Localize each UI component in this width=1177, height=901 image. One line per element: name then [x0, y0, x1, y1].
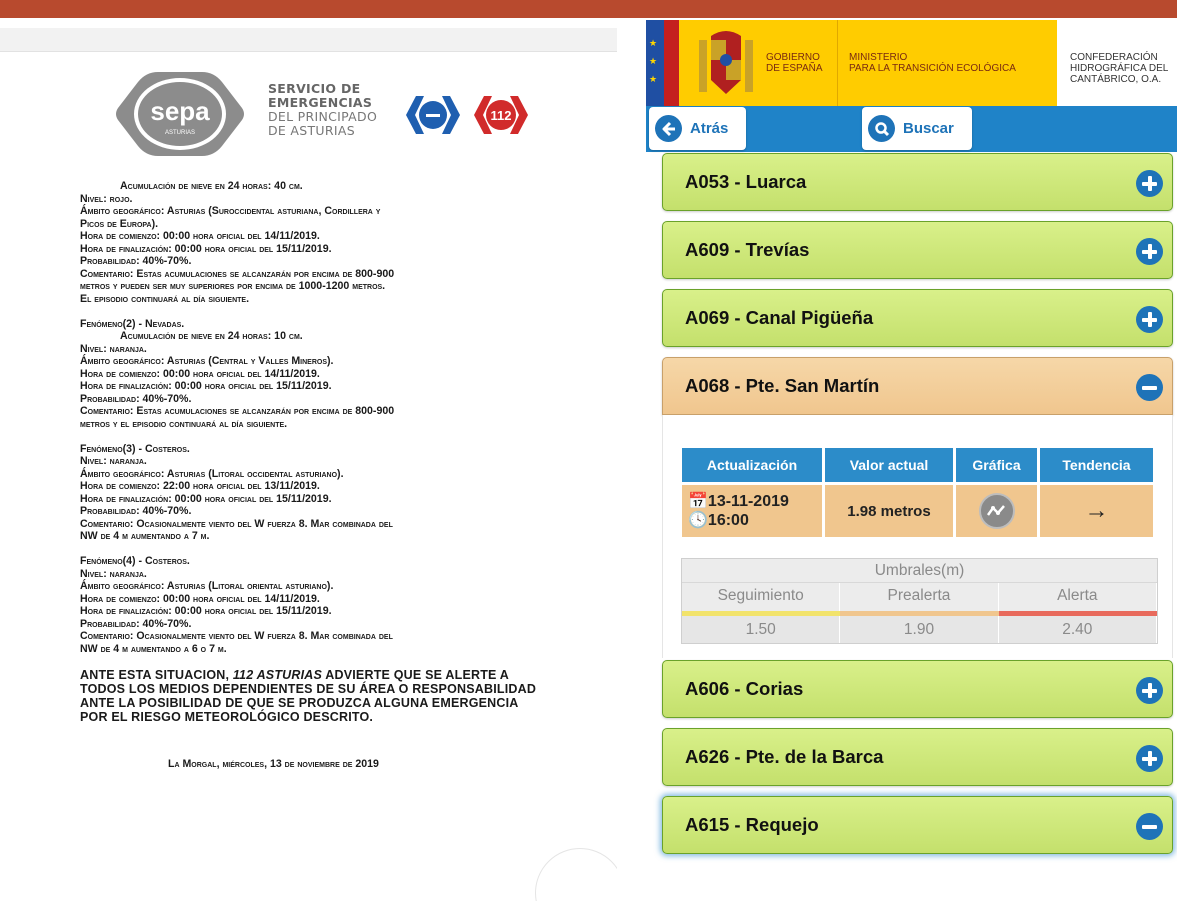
gobierno-label [766, 52, 823, 74]
station-item[interactable] [662, 660, 1173, 718]
document-line: Fenómeno(4) - Costeros. [80, 555, 190, 567]
document-line: NW de 4 m aumentando a 6 o 7 m. [80, 642, 227, 655]
alert-document-panel [0, 18, 617, 901]
org-name [268, 82, 377, 138]
app-navbar [646, 106, 1177, 152]
back-arrow-icon [655, 115, 682, 142]
gobierno-line: GOBIERNO [766, 52, 820, 63]
document-line: Comentario: Ocasionalmente viento del W fuerza 8. Mar combinada del [80, 517, 393, 530]
station-name: A615 - Requejo [685, 814, 819, 835]
expand-plus-icon[interactable] [1136, 238, 1163, 265]
search-button[interactable] [862, 107, 972, 150]
expand-plus-icon[interactable] [1136, 306, 1163, 333]
station-name: A609 - Trevías [685, 239, 810, 260]
document-line: Comentario: Estas acumulaciones se alcanzarán por encima de 800-900 [80, 267, 395, 280]
thresholds-title: Umbrales(m) [682, 559, 1157, 583]
emergency-blue-badge-icon [404, 92, 462, 138]
document-toolbar [0, 28, 617, 52]
document-line: Hora de comienzo: 00:00 hora oficial del 14/11/2019. [80, 230, 320, 242]
column-header: Gráfica [956, 448, 1037, 482]
station-name: A068 - Pte. San Martín [685, 375, 880, 396]
expand-plus-icon[interactable] [1136, 677, 1163, 704]
expand-plus-icon[interactable] [1136, 745, 1163, 772]
document-line: Hora de comienzo: 00:00 hora oficial del 14/11/2019. [80, 367, 320, 380]
org-name-line: DEL PRINCIPADO [268, 109, 378, 124]
top-accent-bar [0, 0, 1177, 18]
document-line: Acumulación de nieve en 24 horas: 40 cm. [120, 180, 303, 192]
closing-text: ANTE ESTA SITUACION, [80, 667, 233, 682]
document-line: Picos de Europa). [80, 217, 159, 230]
document-line: Ámbito geográfico: Asturias (Central y Valles Mineros). [80, 355, 334, 367]
station-data-table [679, 445, 1156, 540]
update-date: 13-11-2019 [707, 493, 789, 510]
gobierno-line: DE ESPAÑA [766, 63, 823, 74]
station-name: A606 - Corias [685, 678, 804, 699]
clock-icon: 🕓 [688, 512, 708, 529]
station-item[interactable] [662, 289, 1173, 347]
alert-document-text [80, 180, 540, 770]
station-name: A069 - Canal Pigüeña [685, 307, 874, 328]
gobierno-banner [679, 20, 1057, 106]
closing-emphasis: 112 ASTURIAS [232, 667, 323, 682]
sepa-logo-word: sepa [150, 96, 210, 126]
threshold-value: 2.40 [999, 616, 1157, 643]
ministerio-line: MINISTERIO [849, 52, 908, 63]
org-name-line: SERVICIO DE [268, 81, 361, 96]
back-button[interactable] [649, 107, 746, 150]
station-detail-panel [662, 415, 1173, 658]
document-line: NW de 4 m aumentando a 7 m. [80, 530, 210, 542]
chart-cell [956, 485, 1037, 537]
closing-text: ADVIERTE QUE SE ALERTE A [322, 667, 510, 682]
collapse-minus-icon[interactable] [1136, 813, 1163, 840]
document-line: Ámbito geográfico: Asturias (Litoral occidental asturiano). [80, 467, 344, 480]
document-line: metros y el episodio continuará al día siguiente. [80, 417, 288, 430]
column-header: Actualización [682, 448, 822, 482]
floating-scroll-button[interactable] [535, 848, 617, 901]
document-line: Probabilidad: 40%-70%. [80, 617, 192, 630]
closing-line: ANTE LA POSIBILIDAD DE QUE SE PRODUZCA ALGUNA EMERGENCIA [80, 695, 519, 710]
station-name: A053 - Luarca [685, 171, 807, 192]
threshold-value: 1.50 [682, 616, 840, 643]
search-icon [868, 115, 895, 142]
sepa-logo-icon [110, 68, 250, 160]
document-line: Hora de finalización: 00:00 hora oficial del 15/11/2019. [80, 605, 332, 617]
threshold-label: Alerta [999, 583, 1157, 611]
threshold-value: 1.90 [840, 616, 998, 643]
threshold-label: Seguimiento [682, 583, 840, 611]
trend-arrow-icon: → [1040, 485, 1153, 537]
eu-spain-flag-icon: ★ ★ ★ [646, 20, 679, 106]
chart-icon[interactable] [979, 493, 1015, 529]
document-line: Nivel: naranja. [80, 455, 147, 467]
station-name: A626 - Pte. de la Barca [685, 746, 884, 767]
column-header: Valor actual [825, 448, 953, 482]
station-item[interactable] [662, 796, 1173, 854]
update-cell [682, 485, 822, 537]
update-time: 16:00 [707, 512, 749, 529]
document-line: Ámbito geográfico: Asturias (Suroccidental asturiana, Cordillera y [80, 205, 381, 217]
document-line: El episodio continuará al día siguiente. [80, 292, 250, 305]
document-line: Ámbito geográfico: Asturias (Litoral oriental asturiano). [80, 580, 334, 592]
document-line: Probabilidad: 40%-70%. [80, 392, 192, 405]
station-item[interactable] [662, 221, 1173, 279]
coat-of-arms-icon [693, 26, 759, 100]
document-line: Acumulación de nieve en 24 horas: 10 cm. [120, 330, 303, 342]
ministerio-line: PARA LA TRANSICIÓN ECOLÓGICA [849, 63, 1016, 74]
org-name-line: EMERGENCIAS [268, 95, 373, 110]
column-header: Tendencia [1040, 448, 1153, 482]
current-value: 1.98 metros [825, 485, 953, 537]
search-button-label: Buscar [903, 120, 954, 137]
station-item[interactable] [662, 728, 1173, 786]
document-line: Fenómeno(2) - Nevadas. [80, 317, 185, 330]
document-line: Probabilidad: 40%-70%. [80, 505, 192, 517]
expand-plus-icon[interactable] [1136, 170, 1163, 197]
collapse-minus-icon[interactable] [1136, 374, 1163, 401]
document-line: Hora de finalización: 00:00 hora oficial del 15/11/2019. [80, 380, 332, 392]
government-header [646, 20, 1177, 106]
ministerio-label [849, 52, 1016, 74]
confederacion-line: HIDROGRÁFICA DEL [1070, 63, 1169, 74]
closing-line: POR EL RIESGO METEOROLÓGICO DESCRITO. [80, 709, 374, 724]
station-item-expanded[interactable] [662, 357, 1173, 415]
112-badge-icon [472, 92, 530, 138]
document-line: Hora de comienzo: 00:00 hora oficial del 14/11/2019. [80, 592, 320, 605]
document-line: Probabilidad: 40%-70%. [80, 255, 192, 267]
thresholds-table [681, 558, 1158, 644]
document-line: Nivel: rojo. [80, 192, 133, 205]
document-line: Nivel: naranja. [80, 342, 147, 355]
document-line: Hora de finalización: 00:00 hora oficial del 15/11/2019. [80, 492, 332, 505]
badge-112-text: 112 [490, 108, 512, 123]
document-line: Comentario: Ocasionalmente viento del W fuerza 8. Mar combinada del [80, 630, 393, 642]
document-line: metros y pueden ser muy superiores por encima de 1000-1200 metros. [80, 280, 386, 292]
hydro-app-panel [646, 20, 1177, 901]
calendar-icon: 📅 [688, 493, 708, 510]
document-line: Nivel: naranja. [80, 567, 147, 580]
closing-line: TODOS LOS MEDIOS DEPENDIENTES DE SU ÁREA O RESPONSABILIDAD [80, 681, 537, 696]
document-line: Hora de comienzo: 22:00 hora oficial del 13/11/2019. [80, 480, 320, 492]
org-name-line: DE ASTURIAS [268, 123, 355, 138]
confederacion-label [1070, 52, 1168, 85]
back-button-label: Atrás [690, 120, 729, 137]
confederacion-line: CONFEDERACIÓN [1070, 52, 1158, 63]
closing-line [80, 668, 540, 682]
sepa-logo-row [0, 68, 617, 178]
station-item[interactable] [662, 153, 1173, 211]
threshold-label: Prealerta [840, 583, 998, 611]
document-line: Fenómeno(3) - Costeros. [80, 442, 190, 455]
document-line: Comentario: Estas acumulaciones se alcanzarán por encima de 800-900 [80, 405, 395, 417]
document-line: Hora de finalización: 00:00 hora oficial del 15/11/2019. [80, 242, 332, 255]
sepa-logo-sub: ASTURIAS [164, 130, 196, 136]
confederacion-line: CANTÁBRICO, O.A. [1070, 74, 1162, 85]
document-signature: La Morgal, miércoles, 13 de noviembre de 2019 [168, 757, 379, 770]
